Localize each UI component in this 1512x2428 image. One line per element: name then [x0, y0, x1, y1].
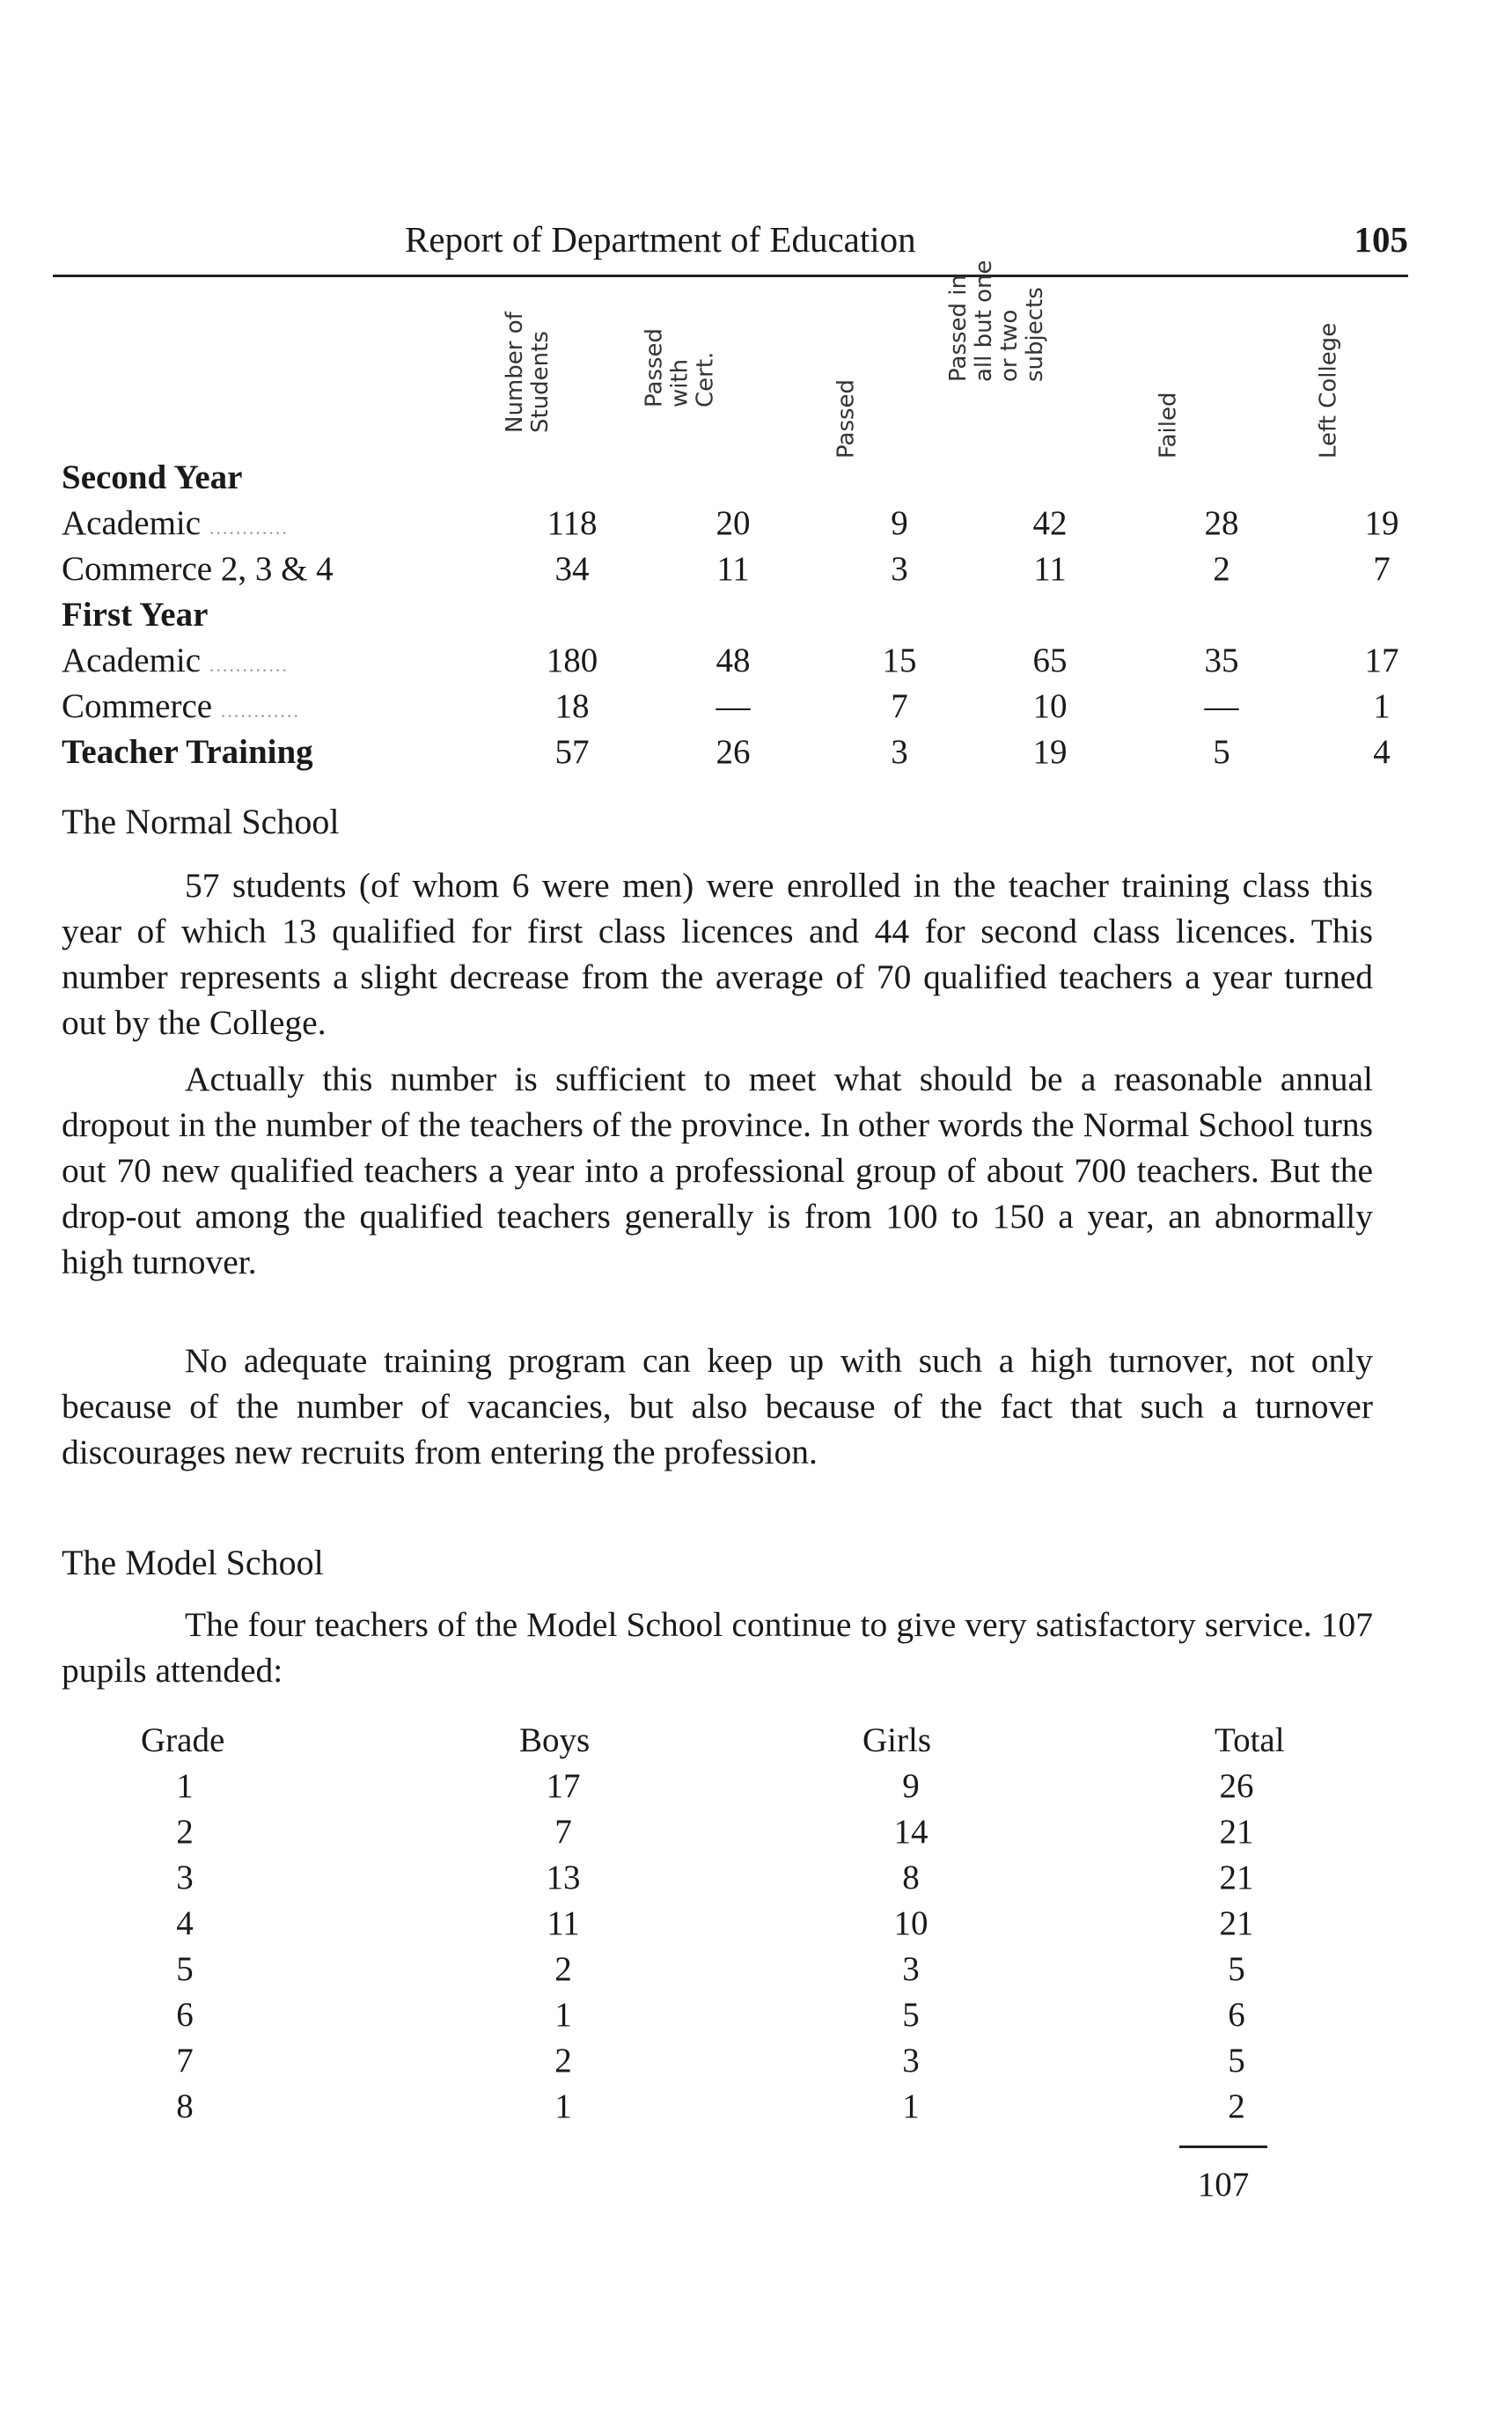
table-cell: 11: [716, 550, 750, 588]
leader-dots: ............: [220, 700, 300, 722]
table-cell: —: [1204, 687, 1239, 725]
section-title: Second Year: [62, 458, 243, 496]
paragraph: No adequate training program can keep up with such a high turnover, not only because of the number of vacancies, but also because of the fact that such a turnover discourages new recruits from entering the profession.: [62, 1341, 1373, 1471]
table-cell: 28: [1204, 504, 1239, 542]
table-cell: 26: [716, 733, 751, 771]
row-label: Academic: [62, 504, 202, 542]
grade-cell: 8: [176, 2087, 194, 2125]
table-cell: 10: [1032, 687, 1068, 725]
table-cell: 48: [716, 642, 751, 679]
total-cell: 2: [1228, 2087, 1245, 2125]
grade-cell: 5: [176, 1950, 194, 1988]
grade-table-row: [0, 1812, 1512, 1858]
boys-cell: 17: [546, 1767, 581, 1805]
row-label: Academic: [62, 642, 202, 679]
grade-cell: 4: [176, 1904, 194, 1942]
table-cell: —: [716, 687, 751, 725]
grade-table-row: [0, 1949, 1512, 1995]
grade-table-header-girls: Girls: [862, 1721, 931, 1759]
section-title-row: [62, 458, 1364, 503]
table-row: [62, 732, 1391, 778]
table-cell: 5: [1213, 733, 1230, 771]
table-cell: 7: [891, 687, 908, 725]
table-cell: 35: [1204, 642, 1239, 679]
section-title: First Year: [62, 596, 209, 634]
total-cell: 6: [1228, 1996, 1245, 2034]
paragraph: The four teachers of the Model School continue to give very satisfactory service. 107 pupils attended:: [62, 1605, 1373, 1690]
table-cell: 15: [882, 642, 917, 679]
girls-cell: 8: [902, 1859, 920, 1896]
girls-cell: 14: [893, 1813, 928, 1851]
table-cell: 3: [891, 733, 908, 771]
table-row: [62, 641, 1399, 686]
table-cell: 11: [1033, 550, 1067, 588]
table-cell: 19: [1032, 733, 1068, 771]
table-row: [62, 686, 1391, 732]
column-header-passed: Passed: [833, 378, 860, 458]
grade-table-row: [0, 1995, 1512, 2041]
section-heading-model-school: The Model School: [62, 1543, 324, 1582]
girls-cell: 3: [902, 1950, 920, 1988]
row-label: Commerce 2, 3 & 4: [62, 550, 334, 588]
table-cell: 118: [547, 504, 598, 542]
table-cell: 18: [554, 687, 590, 725]
table-row: [62, 503, 1399, 549]
column-header-passed-all-but: Passed in all but one or two subjects: [945, 260, 1048, 382]
table-cell: 20: [716, 504, 751, 542]
column-header-failed: Failed: [1155, 392, 1182, 458]
table-cell: 2: [1213, 550, 1230, 588]
section-title-row: [62, 595, 1364, 641]
boys-cell: 2: [554, 2042, 572, 2080]
page-number: 105: [1354, 219, 1408, 260]
table-cell: 7: [1373, 550, 1391, 588]
table-cell: 65: [1032, 642, 1068, 679]
grade-cell: 1: [176, 1767, 194, 1805]
grade-table-row: [0, 2087, 1512, 2132]
column-header-passed-with-cert: Passed with Cert.: [641, 327, 719, 407]
total-cell: 5: [1228, 1950, 1245, 1988]
table-cell: 17: [1364, 642, 1399, 679]
girls-cell: 5: [902, 1996, 920, 2034]
table-cell: 4: [1373, 733, 1391, 771]
grand-total: 107: [1197, 2166, 1250, 2204]
boys-cell: 7: [554, 1813, 572, 1851]
grade-table-row: [0, 1904, 1512, 1949]
paragraph: 57 students (of whom 6 were men) were enrolled in the teacher training class this year of which 13 qualified for first class licences and 44 for second class licences. This number represents a slight decrease from the average of 70 qualified teachers a year turned out by the College.: [62, 866, 1373, 1042]
leader-dots: ............: [209, 654, 289, 676]
running-header: [53, 218, 1408, 271]
boys-cell: 11: [547, 1904, 580, 1942]
paragraph: Actually this number is sufficient to meet what should be a reasonable annual dropout in the number of the teachers of the province. In other words the Normal School turns out 70 new qualified teachers a year into a professional group of about 700 teachers. But the drop-out among the qualified teachers generally is from 100 to 150 a year, an abnormally high turnover.: [62, 1060, 1373, 1281]
table-cell: 19: [1364, 504, 1399, 542]
row-label: Commerce: [62, 687, 213, 725]
leader-dots: ............: [209, 517, 289, 539]
total-cell: 21: [1219, 1859, 1254, 1896]
table-cell: 42: [1032, 504, 1068, 542]
total-cell: 26: [1219, 1767, 1254, 1805]
table-cell: 34: [554, 550, 590, 588]
total-cell: 21: [1219, 1813, 1254, 1851]
row-label: Teacher Training: [62, 733, 313, 771]
girls-cell: 1: [902, 2087, 920, 2125]
table-cell: 57: [554, 733, 590, 771]
boys-cell: 1: [554, 1996, 572, 2034]
grade-cell: 2: [176, 1813, 194, 1851]
boys-cell: 13: [546, 1859, 581, 1896]
total-rule: [1179, 2146, 1267, 2148]
total-cell: 21: [1219, 1904, 1254, 1942]
grade-table-row: [0, 1858, 1512, 1904]
table-cell: 180: [546, 642, 598, 679]
header-rule: [53, 275, 1408, 277]
grade-cell: 7: [176, 2042, 194, 2080]
grade-cell: 3: [176, 1859, 194, 1896]
table-row: [62, 549, 1391, 595]
girls-cell: 3: [902, 2042, 920, 2080]
column-header-left-college: Left College: [1315, 322, 1342, 458]
column-header-number-of-students: Number of Students: [502, 312, 554, 433]
girls-cell: 9: [902, 1767, 920, 1805]
girls-cell: 10: [893, 1904, 928, 1942]
running-title: Report of Department of Education: [405, 219, 916, 260]
grade-cell: 6: [176, 1996, 194, 2034]
boys-cell: 2: [554, 1950, 572, 1988]
total-cell: 5: [1228, 2042, 1245, 2080]
grade-table-header-boys: Boys: [519, 1721, 591, 1759]
grade-table-row: [0, 1766, 1512, 1812]
table-cell: 3: [891, 550, 908, 588]
grade-table-row: [0, 2041, 1512, 2087]
grade-table-header-total: Total: [1215, 1721, 1285, 1759]
boys-cell: 1: [554, 2087, 572, 2125]
table-cell: 1: [1373, 687, 1391, 725]
section-heading-normal-school: The Normal School: [62, 802, 340, 841]
grade-table-header-grade: Grade: [141, 1721, 225, 1759]
table-cell: 9: [891, 504, 908, 542]
